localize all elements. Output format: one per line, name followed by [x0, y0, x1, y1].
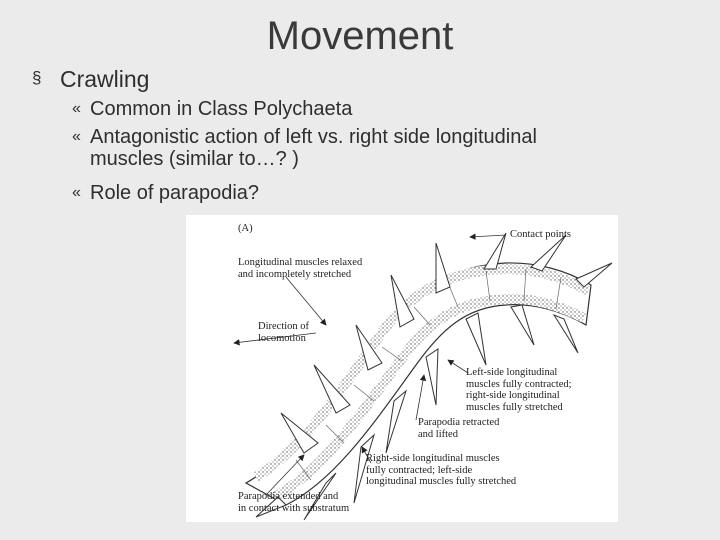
star-bullet-icon: « — [72, 100, 81, 117]
slide-title: Movement — [266, 14, 454, 58]
subbullet-text: Role of parapodia? — [90, 182, 260, 204]
star-bullet-icon: « — [72, 128, 81, 145]
worm-locomotion-diagram — [186, 215, 618, 522]
star-bullet-icon: « — [72, 184, 81, 201]
subbullet-text: Antagonistic action of left vs. right side longitudinal — [90, 126, 537, 148]
label-right-side: Right-side longitudinal muscles fully contracted; left-side longitudinal muscles fully stretched — [366, 453, 517, 487]
label-muscles-relaxed: Longitudinal muscles relaxed and incompletely stretched — [238, 257, 363, 280]
label-direction: Direction of locomotion — [258, 321, 310, 344]
subbullet-text-cont: muscles (similar to…? ) — [90, 148, 299, 170]
bullet-text: Crawling — [60, 66, 150, 92]
panel-label: (A) — [238, 223, 253, 234]
label-left-side: Left-side longitudinal muscles fully contracted; right-side longitudinal muscles fully stretched — [466, 367, 572, 413]
label-contact-points: Contact points — [510, 229, 571, 240]
label-parapodia-retracted: Parapodia retracted and lifted — [418, 417, 500, 440]
label-parapodia-extended: Parapodia extended and in contact with substratum — [238, 491, 350, 514]
subbullet-text: Common in Class Polychaeta — [90, 98, 353, 120]
square-bullet-icon: § — [32, 68, 42, 87]
